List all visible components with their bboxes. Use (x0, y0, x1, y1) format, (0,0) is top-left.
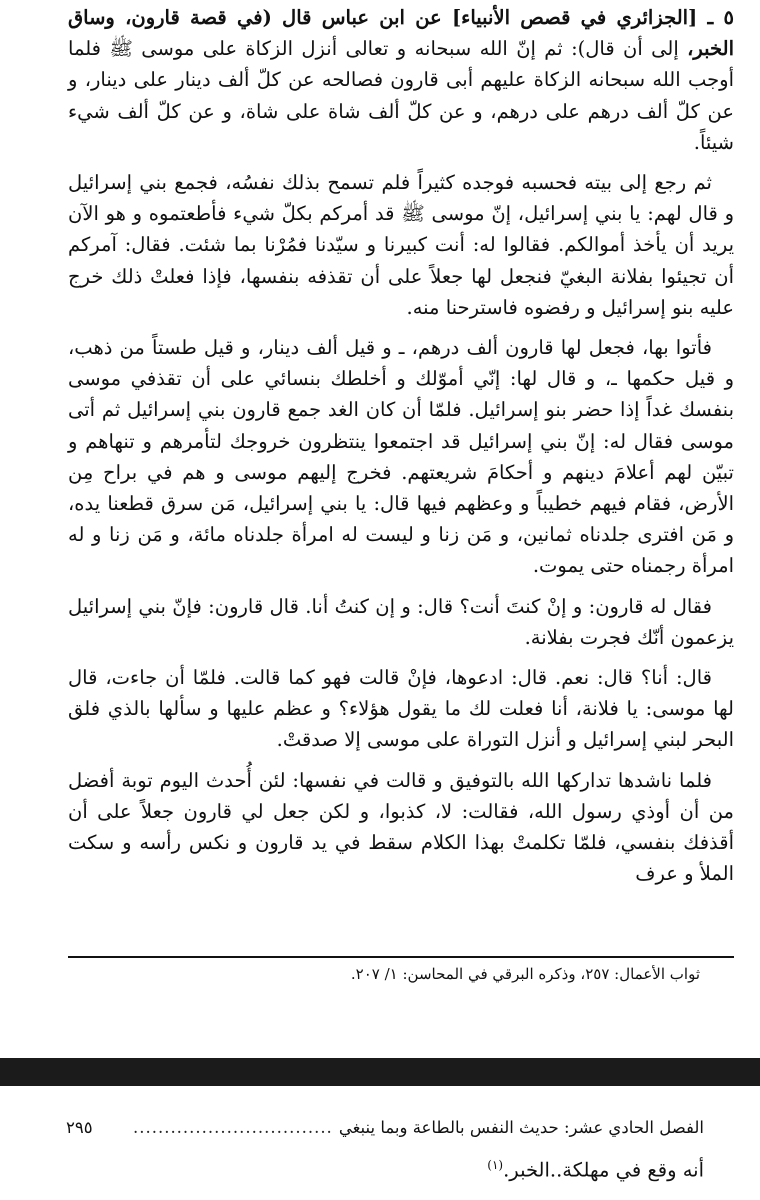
leader-dots: ................................ (132, 1118, 333, 1137)
paragraph: فلما ناشدها تداركها الله بالتوفيق و قالت في نفسها: لئن أُحدث اليوم توبة أفضل من أن أوذي رسول الله، فقالت: لا، كذبوا، و لكن جعل لي قارون جعلاً على أن أقذفك بنفسي، فلمّا تكلمتْ بهذا الكلام سقط في يد قارون و نكس رأسه و سكت الملأ و عرف (68, 768, 734, 886)
page-number: ٢٩٥ (66, 1118, 93, 1137)
lower-page (0, 1086, 760, 1200)
paragraph-lead: ٥ ـ [الجزائري في قصص الأنبياء] عن ابن عباس قال (في قصة قارون، وساق الخبر، (68, 6, 734, 61)
running-header (66, 1118, 704, 1137)
footnote-marker: (١) (487, 1158, 504, 1172)
footnote-divider (68, 956, 734, 958)
footnote: ثواب الأعمال: ٢٥٧، وذكره البرقي في المحاسن: ١/ ٢٠٧. (350, 965, 700, 983)
continuation-line (487, 1150, 704, 1186)
paragraph: فأتوا بها، فجعل لها قارون ألف درهم، ـ و قيل ألف دينار، و قيل طستاً من ذهب، و قيل حكمها ـ، و قال لها: إنّي أموّلك و أخلطك بنسائي على أن تقذفي موسى بنفسك غداً إذا حضر بنو إسرائيل. فلمّا أن كان الغد جمع قارون بني إسرائيل ثم أتى موسى فقال له: إنّ بني إسرائيل قد اجتمعوا ينتظرون خروجك لتأمرهم و تنهاهم و تبيّن لهم أعلامَ دينهم و أحكامَ شريعتهم. فخرج إليهم موسى و هم في براح مِن الأرض، فقام فيهم خطيباً و وعظهم فيها قال: يا بني إسرائيل، مَن سرق قطعنا يده، و مَن افترى جلدناه ثمانين، و مَن زنا و ليست له امرأة جلدناه مائة، و مَن زنا و له امرأة رجمناه حتى يموت. (68, 336, 735, 578)
paragraph: قال: أنا؟ قال: نعم. قال: ادعوها، فإنْ قالت فهو كما قالت. فلمّا أن جاءت، قال لها موسى: يا فلانة، أنا فعلت لك ما يقول هؤلاء؟ و عظم عليها و سألها بالذي فلق البحر لبني إسرائيل و أنزل التوراة على موسى إلا صدقتْ. (68, 666, 734, 752)
continuation-text: أنه وقع في مهلكة..الخبر. (503, 1158, 704, 1182)
chapter-title: الفصل الحادي عشر: حديث النفس بالطاعة وبما ينبغي (338, 1118, 704, 1137)
page-separator-band (0, 1058, 760, 1086)
paragraph: ثم رجع إلى بيته فحسبه فوجده كثيراً فلم تسمح بذلك نفسُه، فجمع بني إسرائيل و قال لهم: يا بني إسرائيل، إنّ موسى ﷺ قد أمركم بكلّ شيء فأطعتموه و هو الآن يريد أن يأخذ أموالكم. فقالوا له: أنت كبيرنا و سيّدنا فمُرْنا بما شئت. فقال: آمركم أن تجيئوا بفلانة البغيّ فنجعل لها جعلاً على أن تقذفه بنفسها، فإذا فعلتْ ذلك خرج عليه بنو إسرائيل و رفضوه فاسترحنا منه. (68, 171, 734, 319)
paragraph (68, 2, 734, 158)
main-text (68, 2, 734, 898)
paragraph-text: إلى أن قال): ثم إنّ الله سبحانه و تعالى أنزل الزكاة على موسى ﷺ فلما أوجب الله سبحانه الزكاة عليهم أبى قارون فصالحه عن كلّ ألف دينار على دينار، و عن كلّ ألف درهم على درهم، و عن كلّ ألف شاة على شاة، و عن كلّ ألف شيء شيئاً. (68, 37, 734, 154)
paragraph: فقال له قارون: و إنْ كنتَ أنت؟ قال: و إن كنتُ أنا. قال قارون: فإنّ بني إسرائيل يزعمون أنّك فجرت بفلانة. (68, 594, 734, 649)
